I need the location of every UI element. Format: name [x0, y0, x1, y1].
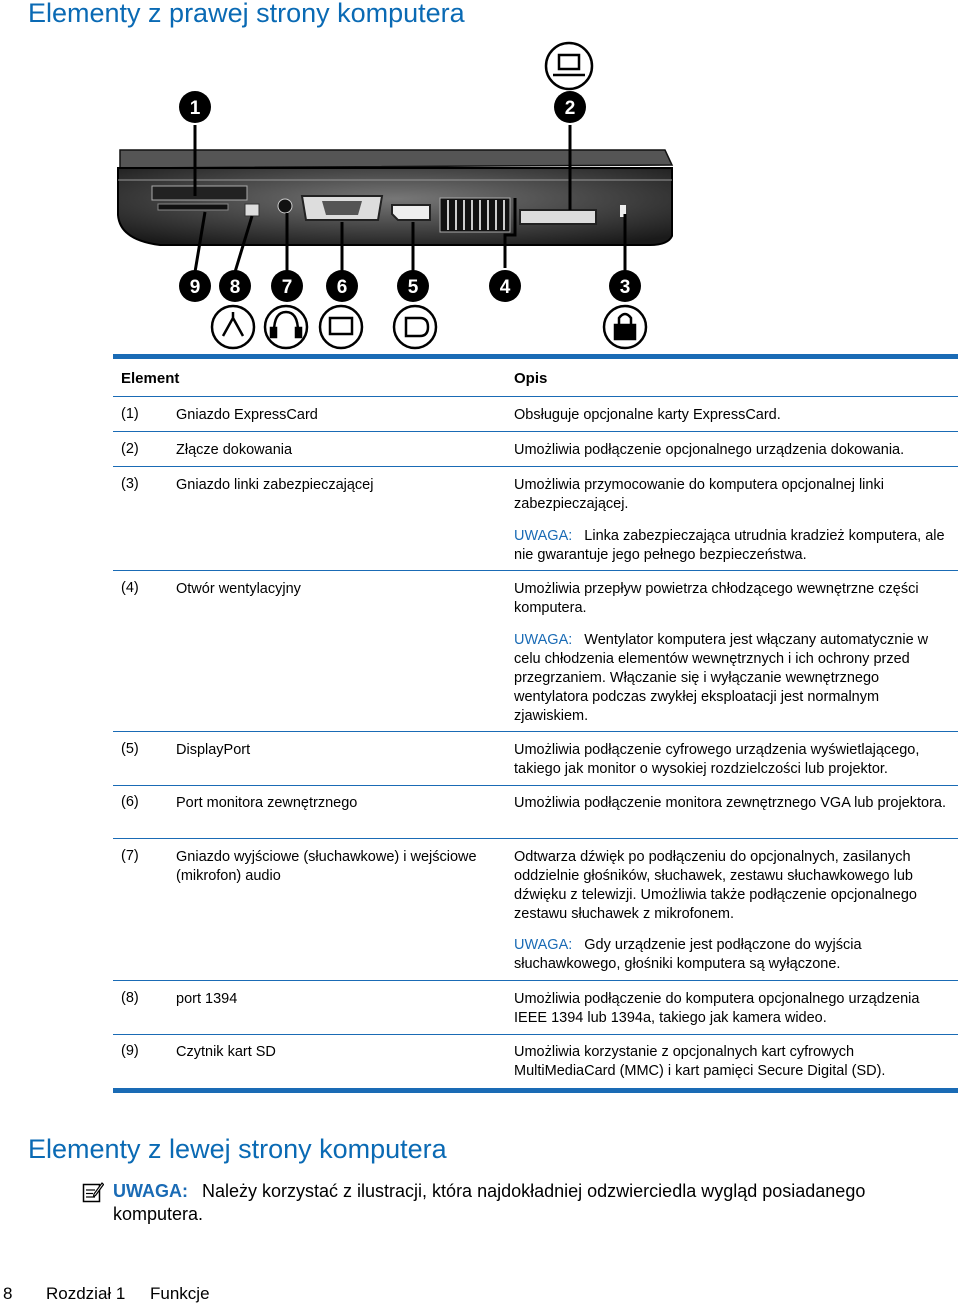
note-text: Gdy urządzenie jest podłączone do wyjścia słuchawkowego, głośniki komputera są wyłączone. [514, 937, 862, 972]
svg-text:8: 8 [229, 277, 241, 298]
row-element-name: Gniazdo wyjściowe (słuchawkowe) i wejściowe (mikrofon) audio [176, 849, 477, 884]
row-separator [113, 785, 958, 786]
row-element-name: DisplayPort [176, 742, 251, 758]
header-separator [113, 396, 958, 397]
row-separator [113, 731, 958, 732]
callout-9 [179, 270, 211, 302]
table-bottom-rule [113, 1088, 958, 1093]
row-description: Umożliwia podłączenie do komputera opcjonalnego urządzenia IEEE 1394 lub 1394a, takiego jak kamera wideo. [514, 991, 920, 1026]
footer-chapter: Rozdział 1 [46, 1284, 126, 1303]
row-number: (5) [121, 741, 139, 757]
callout-3 [609, 270, 641, 302]
row-separator [113, 980, 958, 981]
column-header-element: Element [121, 370, 180, 387]
row-note [514, 936, 950, 974]
callout-4 [489, 270, 521, 302]
row-description: Obsługuje opcjonalne karty ExpressCard. [514, 407, 781, 423]
row-separator [113, 570, 958, 571]
row-description: Umożliwia korzystanie z opcjonalnych kart cyfrowych MultiMediaCard (MMC) i kart pamięci Secure Digital (SD). [514, 1044, 886, 1079]
note-label: UWAGA: [113, 1181, 188, 1201]
note-text: Wentylator komputera jest włączany automatycznie w celu chłodzenia elementów wewnętrznych i ich ochrony przed przegrzaniem. Włączanie się i wyłączanie wewnętrznego wentylatora podczas zwykłej eksploatacji jest normalnym zjawiskiem. [514, 632, 929, 724]
laptop-right-side-illustration [0, 30, 960, 360]
row-element-name: Złącze dokowania [176, 442, 293, 458]
row-description: Umożliwia podłączenie opcjonalnego urządzenia dokowania. [514, 442, 905, 458]
left-side-note [113, 1180, 913, 1226]
row-separator [113, 466, 958, 467]
callout-2 [554, 91, 586, 123]
row-separator [113, 431, 958, 432]
row-element-name: Otwór wentylacyjny [176, 581, 301, 597]
lock-icon [604, 306, 646, 348]
callout-6 [326, 270, 358, 302]
row-number: (2) [121, 441, 139, 457]
note-icon [82, 1181, 104, 1203]
note-text: Należy korzystać z ilustracji, która najdokładniej odzwierciedla wygląd posiadanego komputera. [113, 1181, 866, 1224]
row-number: (1) [121, 406, 139, 422]
row-number: (3) [121, 476, 139, 492]
row-number: (8) [121, 990, 139, 1006]
row-element-name: Gniazdo linki zabezpieczającej [176, 477, 374, 493]
note-label: UWAGA: [514, 937, 573, 953]
row-element-name: Gniazdo ExpressCard [176, 407, 318, 423]
headphone-icon [265, 306, 307, 348]
section-title: Elementy z lewej strony komputera [28, 1134, 447, 1164]
monitor-icon [320, 306, 362, 348]
page-title: Elementy z prawej strony komputera [28, 0, 465, 28]
row-description: Umożliwia podłączenie cyfrowego urządzenia wyświetlającego, takiego jak monitor o wysokiej rozdzielczości lub projektor. [514, 742, 920, 777]
svg-text:6: 6 [336, 277, 348, 298]
row-separator [113, 1034, 958, 1035]
note-text: Linka zabezpieczająca utrudnia kradzież komputera, ale nie gwarantuje jego pełnego bezpieczeństwa. [514, 528, 945, 563]
callout-7 [271, 270, 303, 302]
row-element-name: port 1394 [176, 991, 238, 1007]
row-separator [113, 838, 958, 839]
callout-1 [179, 91, 211, 123]
svg-text:5: 5 [407, 277, 419, 298]
displayport-icon [394, 306, 436, 348]
row-description: Umożliwia przepływ powietrza chłodzącego wewnętrzne części komputera. [514, 581, 919, 616]
page-number: 8 [3, 1284, 13, 1303]
row-description: Umożliwia przymocowanie do komputera opcjonalnej linki zabezpieczającej. [514, 477, 884, 512]
row-number: (6) [121, 794, 139, 810]
table-top-rule [113, 354, 958, 359]
svg-text:7: 7 [281, 277, 293, 298]
row-number: (7) [121, 848, 139, 864]
row-element-name: Port monitora zewnętrznego [176, 795, 358, 811]
row-number: (4) [121, 580, 139, 596]
callout-5 [397, 270, 429, 302]
svg-text:2: 2 [564, 98, 576, 119]
note-label: UWAGA: [514, 528, 573, 544]
row-description: Odtwarza dźwięk po podłączeniu do opcjonalnych, zasilanych oddzielnie głośników, słuchawek, zestawu słuchawkowego lub dźwięku z telewizji. Umożliwia także podłączenie opcjonalnego zestawu słuchawek z mikrofonem. [514, 849, 917, 922]
svg-text:3: 3 [619, 277, 631, 298]
row-element-name: Czytnik kart SD [176, 1044, 276, 1060]
svg-text:1: 1 [189, 98, 201, 119]
firewire-icon [212, 306, 254, 348]
svg-text:9: 9 [189, 277, 201, 298]
callout-8 [219, 270, 251, 302]
row-description: Umożliwia podłączenie monitora zewnętrznego VGA lub projektora. [514, 795, 946, 811]
column-header-description: Opis [514, 370, 548, 387]
row-note [514, 631, 950, 726]
footer-section: Funkcje [150, 1284, 210, 1303]
row-note [514, 527, 950, 565]
docking-icon [546, 43, 592, 89]
row-number: (9) [121, 1043, 139, 1059]
svg-text:4: 4 [499, 277, 511, 298]
note-label: UWAGA: [514, 632, 573, 648]
